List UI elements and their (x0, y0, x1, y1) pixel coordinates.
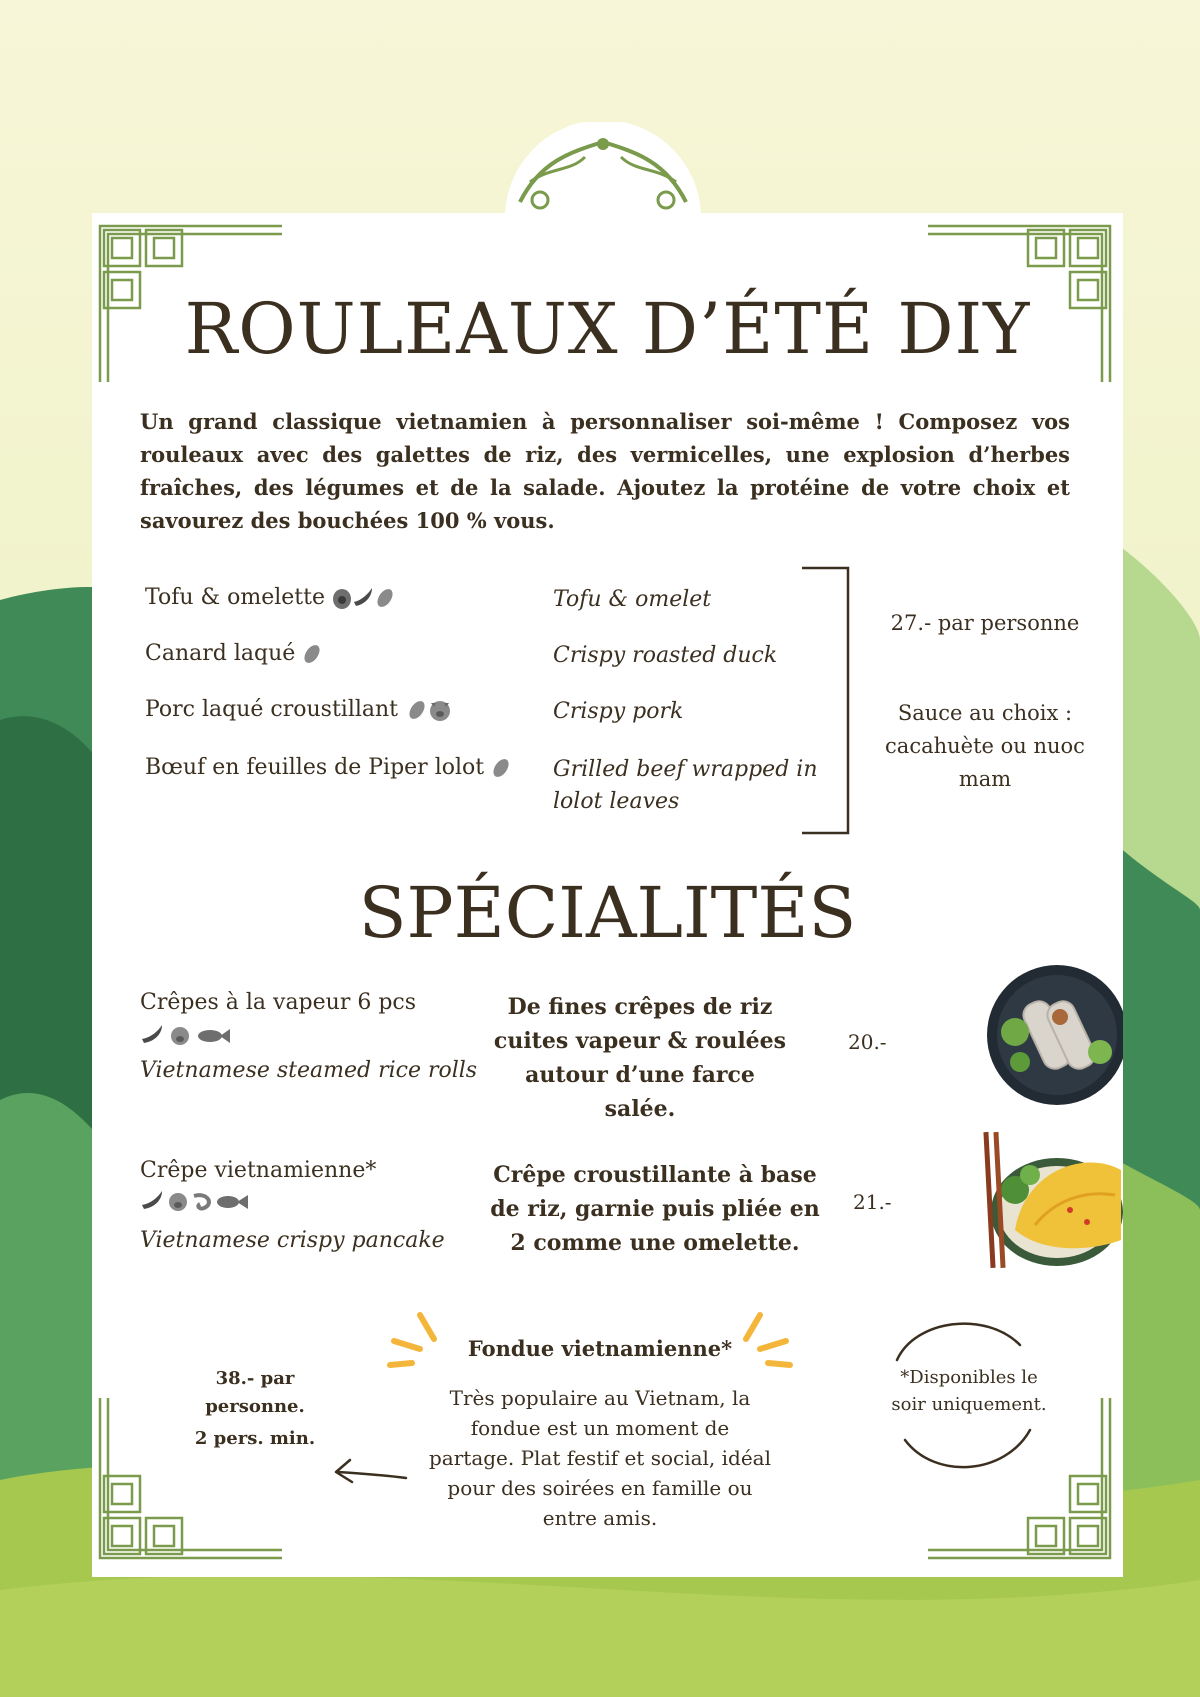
fish-icon (198, 1029, 230, 1043)
specialty-2-icons (142, 1190, 248, 1212)
chili-icon (142, 1025, 162, 1043)
specialties-title: SPÉCIALITÉS (358, 872, 857, 954)
crispy-pancake-photo (975, 1130, 1123, 1270)
roll-name: Tofu & omelette (145, 585, 325, 610)
allergen-icons (332, 586, 394, 610)
fish-icon (217, 1195, 248, 1209)
bracket-divider (800, 566, 854, 836)
roll-name: Canard laqué (145, 641, 296, 666)
intro-paragraph: Un grand classique vietnamien à personnaliser soi-même ! Composez vos rouleaux avec des galettes de riz, des vermicelles, une explosion d’herbes fraîches, des légumes et de la salade. Ajoutez la protéine de votre choix et savourez des bouchées 100 % vous. (140, 409, 1070, 533)
chili-icon (354, 588, 372, 606)
page-title: ROULEAUX D’ÉTÉ DIY (184, 288, 1031, 370)
chili-icon (142, 1191, 162, 1209)
specialty-1-description: De fines crêpes de riz cuites vapeur & roulées autour d’une farce salée. (493, 994, 787, 1122)
arrow-left-icon (330, 1452, 410, 1488)
specialty-2-english: Vietnamese crispy pancake (140, 1228, 445, 1253)
specialty-2-price: 21.- (853, 1190, 892, 1214)
roll-name: Bœuf en feuilles de Piper lolot (145, 755, 485, 780)
roll-item-1-en: Tofu & omelet (553, 587, 712, 612)
availability-note: *Disponibles le soir uniquement. (891, 1367, 1047, 1415)
specialty-2-name: Crêpe vietnamienne* (140, 1158, 377, 1183)
specialty-1-price: 20.- (848, 1030, 887, 1054)
allergen-icons (405, 698, 453, 722)
fondue-price-line1: 38.- par (215, 1368, 295, 1389)
pig-icon (171, 1027, 189, 1045)
fondue-price-line2: personne. (205, 1396, 305, 1417)
roll-item-3-en: Crispy pork (553, 699, 684, 724)
roll-item-1-fr (145, 585, 394, 610)
fondue-price (180, 1365, 330, 1453)
rolls-sauce: Sauce au choix : cacahuète ou nuoc mam (885, 701, 1085, 791)
peanut-icon (491, 756, 511, 780)
roll-name: Porc laqué croustillant (145, 697, 399, 722)
steamed-rice-rolls-photo (985, 962, 1123, 1108)
fondue-title: Fondue vietnamienne* (467, 1336, 733, 1361)
specialty-1-icons (142, 1024, 230, 1046)
peanut-icon (406, 698, 427, 721)
pig-icon (430, 701, 450, 721)
roll-item-2-en: Crispy roasted duck (553, 643, 778, 668)
crest-ornament (500, 122, 706, 218)
roll-item-4-fr (145, 755, 511, 780)
egg-icon (333, 589, 351, 609)
specialty-2-description: Crêpe croustillante à base de riz, garnie puis pliée en 2 comme une omelette. (490, 1162, 820, 1256)
roll-item-3-fr (145, 697, 453, 722)
rolls-price: 27.- par personne (890, 611, 1080, 635)
shrimp-icon (194, 1195, 209, 1208)
pig-icon (169, 1193, 187, 1211)
roll-item-4-en: Grilled beef wrapped in lolot leaves (553, 757, 818, 814)
specialty-1-english: Vietnamese steamed rice rolls (140, 1058, 478, 1083)
fondue-minimum: 2 pers. min. (194, 1428, 316, 1449)
peanut-icon (302, 642, 322, 666)
roll-item-2-fr (145, 641, 322, 666)
fondue-description: Très populaire au Vietnam, la fondue est un moment de partage. Plat festif et social, idéal pour des soirées en famille ou entre amis. (429, 1386, 771, 1530)
specialty-1-name: Crêpes à la vapeur 6 pcs (140, 990, 417, 1015)
peanut-icon (374, 586, 394, 609)
